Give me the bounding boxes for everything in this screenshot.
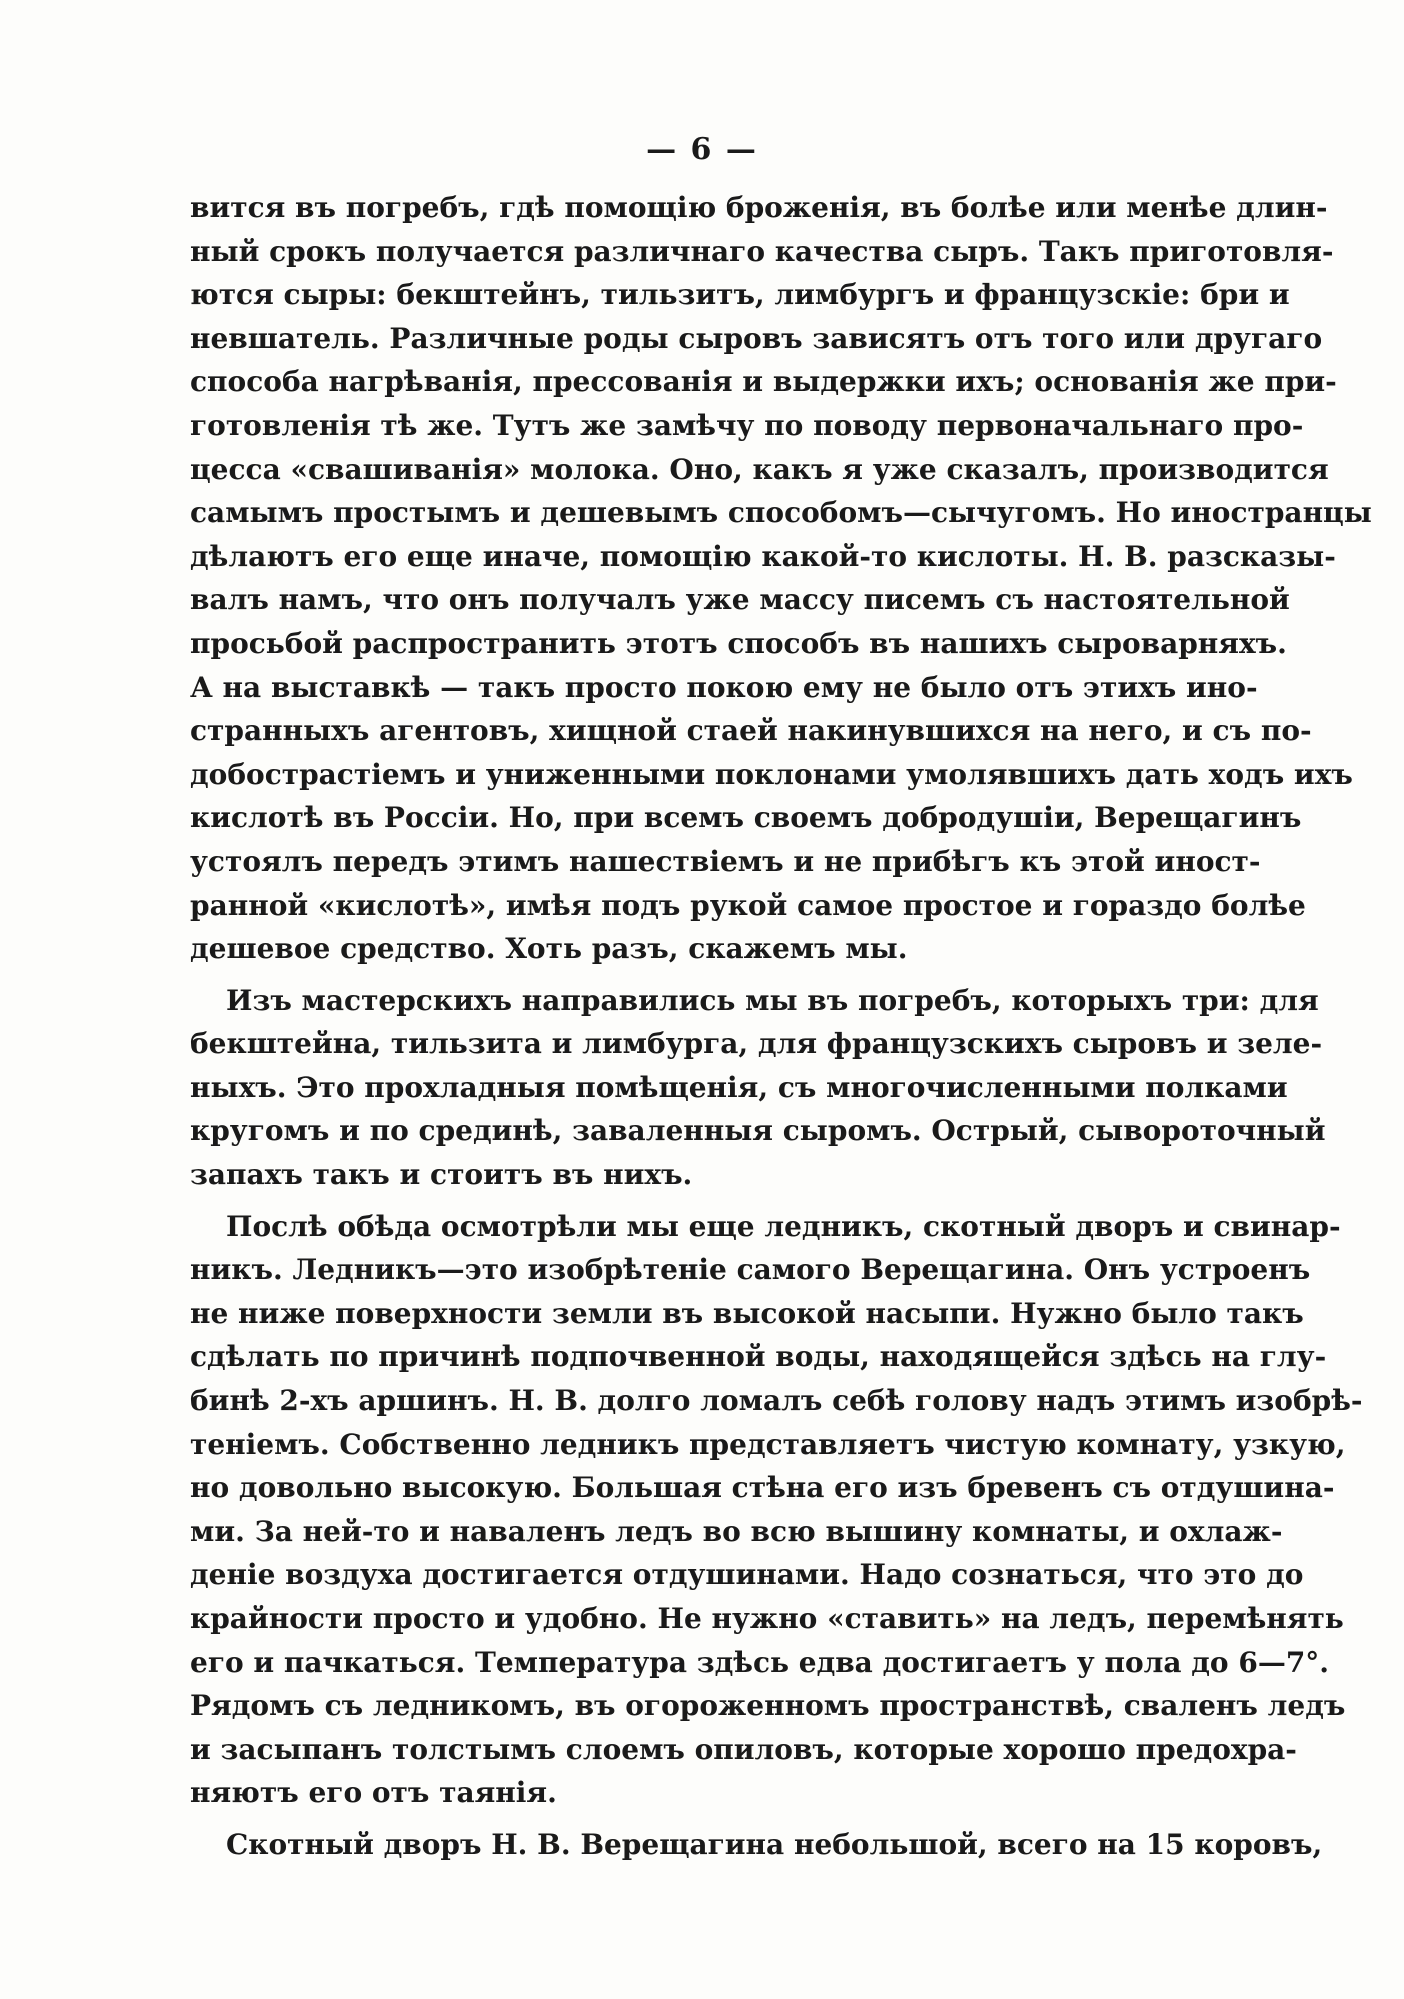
- paragraph-gap: [190, 1815, 1220, 1823]
- text-line: валъ намъ, что онъ получалъ уже массу писемъ съ настоятельной: [190, 583, 1290, 617]
- text-line: теніемъ. Собственно ледникъ представляетъ чистую комнату, узкую,: [190, 1427, 1346, 1461]
- text-line: самымъ простымъ и дешевымъ способомъ—сычугомъ. Но иностранцы: [190, 496, 1372, 530]
- text-line: готовленія тѣ же. Тутъ же замѣчу по поводу первоначальнаго про-: [190, 408, 1304, 442]
- paragraph: [190, 979, 1326, 1197]
- page-number: — 6 —: [646, 132, 758, 167]
- text-line: бекштейна, тильзита и лимбурга, для французскихъ сыровъ и зеле-: [190, 1027, 1323, 1061]
- text-line: бинѣ 2-хъ аршинъ. Н. В. долго ломалъ себѣ голову надъ этимъ изобрѣ-: [190, 1384, 1363, 1418]
- text-line: но довольно высокую. Большая стѣна его изъ бревенъ съ отдушина-: [190, 1471, 1335, 1505]
- text-line: ми. За ней-то и наваленъ ледъ во всю вышину комнаты, и охлаж-: [190, 1514, 1283, 1548]
- text-line: запахъ такъ и стоитъ въ нихъ.: [190, 1158, 693, 1192]
- paragraph: [190, 1205, 1363, 1815]
- text-line: цесса «свашиванія» молока. Оно, какъ я уже сказалъ, производится: [190, 452, 1329, 486]
- text-line: крайности просто и удобно. Не нужно «ставить» на ледъ, перемѣнять: [190, 1602, 1344, 1635]
- text-line: дешевое средство. Хоть разъ, скажемъ мы.: [190, 932, 908, 966]
- text-line: не ниже поверхности земли въ высокой насыпи. Нужно было такъ: [190, 1296, 1304, 1330]
- paragraph: [190, 1823, 1323, 1867]
- text-line: вится въ погребъ, гдѣ помощію броженія, въ болѣе или менѣе длин-: [190, 191, 1328, 224]
- text-line: дѣлаютъ его еще иначе, помощію какой-то кислоты. Н. В. разсказы-: [190, 539, 1336, 573]
- text-line: сдѣлать по причинѣ подпочвенной воды, находящейся здѣсь на глу-: [190, 1340, 1327, 1374]
- text-line: ранной «кислотѣ», имѣя подъ рукой самое простое и гораздо болѣе: [190, 888, 1306, 922]
- text-line: устоялъ передъ этимъ нашествіемъ и не прибѣгъ къ этой иност-: [190, 844, 1261, 878]
- text-line: Изъ мастерскихъ направились мы въ погребъ, которыхъ три: для: [226, 983, 1319, 1017]
- text-line: ный срокъ получается различнаго качества сыръ. Такъ приготовля-: [190, 234, 1334, 268]
- text-line: его и пачкаться. Температура здѣсь едва достигаетъ у пола до 6—7°.: [190, 1645, 1330, 1679]
- text-line: ныхъ. Это прохладныя помѣщенія, съ многочисленными полками: [190, 1070, 1288, 1104]
- paragraph: [190, 186, 1372, 971]
- text-line: Скотный дворъ Н. В. Верещагина небольшой, всего на 15 коровъ,: [226, 1827, 1323, 1861]
- text-line: А на выставкѣ — такъ просто покою ему не было отъ этихъ ино-: [190, 670, 1258, 704]
- text-line: добострастіемъ и униженными поклонами умолявшихъ дать ходъ ихъ: [190, 757, 1353, 791]
- text-line: и засыпанъ толстымъ слоемъ опиловъ, которые хорошо предохра-: [190, 1732, 1297, 1766]
- text-line: невшатель. Различные роды сыровъ зависятъ отъ того или другаго: [190, 321, 1323, 355]
- text-line: способа нагрѣванія, прессованія и выдержки ихъ; основанія же при-: [190, 365, 1337, 399]
- text-line: Послѣ обѣда осмотрѣли мы еще ледникъ, скотный дворъ и свинар-: [226, 1209, 1341, 1243]
- body-text: [190, 186, 1372, 1867]
- text-line: няютъ его отъ таянія.: [190, 1776, 557, 1810]
- text-line: странныхъ агентовъ, хищной стаей накинувшихся на него, и съ по-: [190, 714, 1312, 748]
- paragraph-gap: [190, 1197, 1220, 1205]
- text-line: кислотѣ въ Россіи. Но, при всемъ своемъ добродушіи, Верещагинъ: [190, 801, 1302, 835]
- text-line: просьбой распространить этотъ способъ въ нашихъ сыроварняхъ.: [190, 626, 1287, 660]
- text-line: деніе воздуха достигается отдушинами. Надо сознаться, что это до: [190, 1558, 1304, 1592]
- paragraph-gap: [190, 971, 1220, 979]
- text-line: ются сыры: бекштейнъ, тильзитъ, лимбургъ и французскіе: бри и: [190, 278, 1290, 312]
- text-line: кругомъ и по срединѣ, заваленныя сыромъ. Острый, сывороточный: [190, 1114, 1326, 1148]
- text-line: Рядомъ съ ледникомъ, въ огороженномъ пространствѣ, сваленъ ледъ: [190, 1689, 1346, 1723]
- text-line: никъ. Ледникъ—это изобрѣтеніе самого Верещагина. Онъ устроенъ: [190, 1253, 1311, 1287]
